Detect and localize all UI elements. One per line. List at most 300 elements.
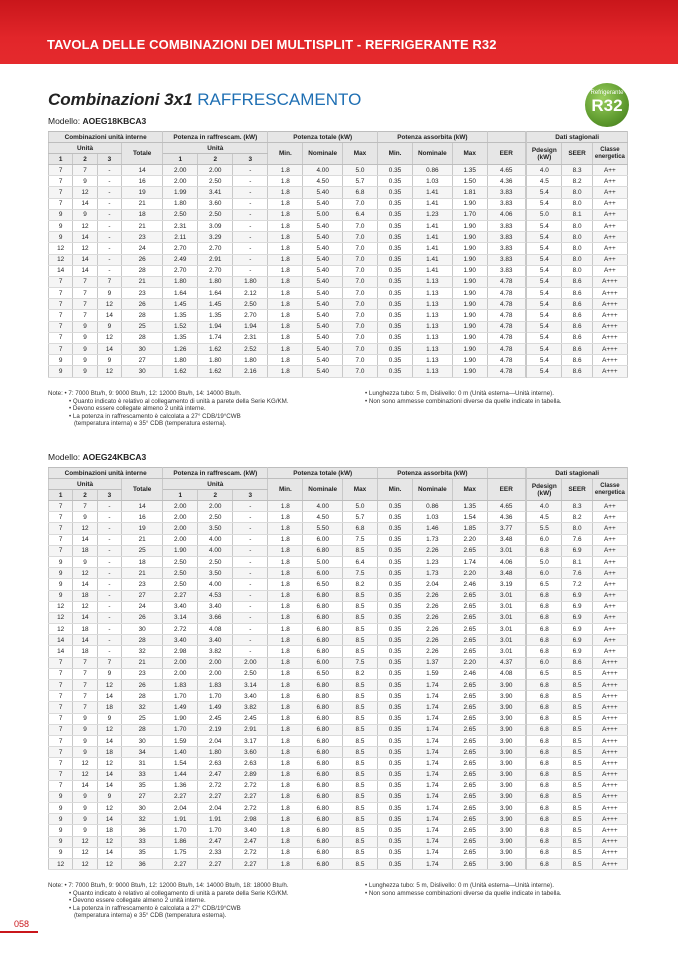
cell-abs-nominal: 2.26: [413, 635, 453, 646]
cell-unit-3: 12: [97, 859, 121, 870]
cell-unit-1: 7: [49, 668, 73, 679]
cell-pdesign: 5.4: [527, 332, 562, 343]
cell-pdesign: 6.8: [527, 758, 562, 769]
header-energy-class: Classe energetica: [592, 143, 627, 165]
cell-seer: 8.5: [562, 724, 592, 735]
cell-abs-min: 0.35: [378, 501, 413, 512]
cell-eer: 3.90: [487, 747, 525, 758]
cell-energy-class: A++: [592, 523, 627, 534]
table-row: [49, 176, 628, 187]
cell-power-2: 3.66: [198, 612, 233, 623]
table-row: [49, 724, 628, 735]
cell-unit-1: 7: [49, 724, 73, 735]
cell-power-2: 4.00: [198, 545, 233, 556]
cell-power-1: 1.36: [163, 780, 198, 791]
cell-total-nominal: 6.80: [303, 635, 343, 646]
cell-abs-nominal: 2.26: [413, 624, 453, 635]
cell-power-3: 2.91: [233, 724, 268, 735]
cell-abs-min: 0.35: [378, 601, 413, 612]
cell-power-2: 2.19: [198, 724, 233, 735]
cell-total: 19: [122, 523, 163, 534]
cell-unit-3: 12: [97, 836, 121, 847]
cell-energy-class: A+++: [592, 332, 627, 343]
cell-unit-3: -: [97, 579, 121, 590]
cell-power-1: 2.72: [163, 624, 198, 635]
cell-eer: 3.48: [487, 568, 525, 579]
cell-abs-nominal: 1.41: [413, 198, 453, 209]
cell-energy-class: A++: [592, 568, 627, 579]
cell-power-2: 2.50: [198, 176, 233, 187]
model-prefix: Modello:: [48, 452, 83, 462]
cell-power-2: 2.47: [198, 836, 233, 847]
cell-eer: 4.78: [487, 321, 525, 332]
cell-power-3: 2.72: [233, 847, 268, 858]
cell-power-3: 1.80: [233, 355, 268, 366]
cell-total-max: 7.5: [342, 657, 377, 668]
cell-total-nominal: 5.40: [303, 355, 343, 366]
cell-total: 35: [122, 847, 163, 858]
cell-unit-2: 12: [73, 859, 97, 870]
cell-total-max: 7.0: [342, 366, 377, 377]
cell-power-1: 1.80: [163, 198, 198, 209]
cell-total-max: 7.0: [342, 288, 377, 299]
cell-total-nominal: 4.50: [303, 176, 343, 187]
cell-power-2: 2.04: [198, 803, 233, 814]
cell-total: 23: [122, 232, 163, 243]
note-line: (temperatura interna) e 35° CDB (temperatura esterna).: [74, 420, 227, 428]
cell-seer: 8.0: [562, 198, 592, 209]
header-power-3: 3: [233, 490, 268, 501]
cell-abs-nominal: 1.13: [413, 332, 453, 343]
cell-total-max: 8.5: [342, 612, 377, 623]
cell-unit-1: 9: [49, 590, 73, 601]
cell-abs-max: 2.65: [452, 601, 487, 612]
cell-unit-1: 7: [49, 534, 73, 545]
cell-seer: 7.2: [562, 579, 592, 590]
cell-total-min: 1.8: [268, 601, 303, 612]
cell-seer: 8.5: [562, 735, 592, 746]
cell-seer: 6.9: [562, 601, 592, 612]
cell-seer: 8.5: [562, 803, 592, 814]
cell-total-nominal: 6.80: [303, 545, 343, 556]
table-row: [49, 523, 628, 534]
cell-power-1: 1.54: [163, 758, 198, 769]
cell-abs-max: 1.90: [452, 276, 487, 287]
cell-abs-min: 0.35: [378, 747, 413, 758]
cell-unit-2: 14: [73, 780, 97, 791]
cell-energy-class: A++: [592, 232, 627, 243]
cell-power-2: 3.40: [198, 601, 233, 612]
cell-abs-max: 1.90: [452, 232, 487, 243]
cell-total-nominal: 6.80: [303, 780, 343, 791]
cell-total-nominal: 6.50: [303, 668, 343, 679]
cell-seer: 8.2: [562, 176, 592, 187]
note-line: Note: • 7: 7000 Btu/h, 9: 9000 Btu/h, 12: 12000 Btu/h, 14: 14000 Btu/h.: [48, 390, 242, 397]
cell-unit-2: 9: [73, 803, 97, 814]
cell-power-2: 2.91: [198, 254, 233, 265]
header-unit-3: 3: [97, 154, 121, 165]
cell-total-max: 8.5: [342, 780, 377, 791]
table-row: [49, 624, 628, 635]
note-line: • Non sono ammesse combinazioni diverse da quelle indicate in tabella.: [365, 397, 562, 405]
cell-unit-3: -: [97, 254, 121, 265]
cell-total-max: 7.0: [342, 355, 377, 366]
cell-pdesign: 6.8: [527, 612, 562, 623]
cell-pdesign: 5.4: [527, 344, 562, 355]
table-row: [49, 198, 628, 209]
cell-unit-1: 7: [49, 321, 73, 332]
cell-seer: 8.6: [562, 310, 592, 321]
cell-power-3: -: [233, 601, 268, 612]
cell-total-min: 1.8: [268, 512, 303, 523]
cell-abs-min: 0.35: [378, 859, 413, 870]
header-energy-class: Classe energetica: [592, 479, 627, 501]
cell-pdesign: 4.0: [527, 165, 562, 176]
cell-power-1: 2.31: [163, 220, 198, 231]
header-unit-3: 3: [97, 490, 121, 501]
cell-total-min: 1.8: [268, 859, 303, 870]
cell-abs-min: 0.35: [378, 691, 413, 702]
cell-unit-3: 12: [97, 803, 121, 814]
cell-eer: 3.83: [487, 187, 525, 198]
header-unita: Unità: [163, 143, 268, 154]
cell-power-1: 2.11: [163, 232, 198, 243]
cell-power-2: 2.00: [198, 165, 233, 176]
cell-unit-3: 14: [97, 310, 121, 321]
header-nominale: Nominale: [413, 143, 453, 165]
badge-caption: Refrigerante: [590, 90, 624, 96]
cell-total-max: 7.0: [342, 254, 377, 265]
cell-pdesign: 5.4: [527, 220, 562, 231]
cell-pdesign: 6.0: [527, 657, 562, 668]
cell-abs-min: 0.35: [378, 724, 413, 735]
cell-abs-nominal: 2.26: [413, 601, 453, 612]
cell-abs-nominal: 1.74: [413, 713, 453, 724]
cell-power-2: 4.53: [198, 590, 233, 601]
cell-power-2: 2.63: [198, 758, 233, 769]
header-power-1: 1: [163, 490, 198, 501]
cell-eer: 4.78: [487, 332, 525, 343]
cell-total: 27: [122, 355, 163, 366]
cell-abs-nominal: 1.41: [413, 232, 453, 243]
table-row: [49, 288, 628, 299]
header-max: Max: [342, 143, 377, 165]
cell-eer: 3.90: [487, 814, 525, 825]
cell-abs-nominal: 1.41: [413, 243, 453, 254]
cell-abs-nominal: 1.41: [413, 265, 453, 276]
cell-total: 27: [122, 791, 163, 802]
cell-pdesign: 5.4: [527, 366, 562, 377]
cell-total-max: 8.5: [342, 859, 377, 870]
cell-pdesign: 6.5: [527, 579, 562, 590]
header-unita: Unità: [49, 143, 122, 154]
cell-power-3: -: [233, 590, 268, 601]
cell-eer: 3.77: [487, 523, 525, 534]
cell-power-1: 2.49: [163, 254, 198, 265]
table-row: [49, 276, 628, 287]
cell-unit-2: 14: [73, 232, 97, 243]
cell-eer: 4.78: [487, 344, 525, 355]
cell-abs-min: 0.35: [378, 713, 413, 724]
cell-power-3: 2.50: [233, 299, 268, 310]
header-nominale: Nominale: [303, 143, 343, 165]
cell-total-min: 1.8: [268, 724, 303, 735]
header-blank: [487, 468, 525, 479]
cell-total-nominal: 6.80: [303, 803, 343, 814]
cell-abs-min: 0.35: [378, 612, 413, 623]
cell-abs-max: 2.65: [452, 735, 487, 746]
cell-unit-2: 12: [73, 836, 97, 847]
cell-power-1: 2.04: [163, 803, 198, 814]
cell-power-3: -: [233, 512, 268, 523]
cell-power-3: -: [233, 198, 268, 209]
cell-energy-class: A++: [592, 534, 627, 545]
cell-total-nominal: 6.80: [303, 680, 343, 691]
cell-total-nominal: 5.40: [303, 332, 343, 343]
cell-abs-nominal: 1.74: [413, 780, 453, 791]
cell-seer: 8.5: [562, 836, 592, 847]
cell-seer: 6.9: [562, 646, 592, 657]
cell-power-1: 1.80: [163, 355, 198, 366]
cell-total-nominal: 6.00: [303, 568, 343, 579]
cell-eer: 4.08: [487, 668, 525, 679]
cell-total: 21: [122, 276, 163, 287]
cell-unit-1: 12: [49, 624, 73, 635]
cell-seer: 6.9: [562, 624, 592, 635]
cell-unit-3: 18: [97, 825, 121, 836]
header-cooling-power: Potenza in raffrescam. (kW): [163, 132, 268, 143]
cell-seer: 7.6: [562, 568, 592, 579]
cell-unit-3: -: [97, 568, 121, 579]
cell-energy-class: A++: [592, 254, 627, 265]
cell-energy-class: A+++: [592, 836, 627, 847]
cell-seer: 6.9: [562, 635, 592, 646]
cell-pdesign: 6.0: [527, 568, 562, 579]
cell-eer: 3.90: [487, 803, 525, 814]
cell-power-3: -: [233, 254, 268, 265]
cell-seer: 8.6: [562, 321, 592, 332]
cell-abs-min: 0.35: [378, 165, 413, 176]
cell-total: 23: [122, 579, 163, 590]
cell-total: 18: [122, 556, 163, 567]
cell-power-2: 1.80: [198, 276, 233, 287]
cell-total-min: 1.8: [268, 198, 303, 209]
cell-unit-1: 7: [49, 299, 73, 310]
cell-abs-min: 0.35: [378, 366, 413, 377]
cell-power-1: 2.50: [163, 579, 198, 590]
cell-unit-2: 12: [73, 601, 97, 612]
cell-total-max: 8.5: [342, 590, 377, 601]
cell-power-3: 2.98: [233, 814, 268, 825]
cell-power-2: 2.50: [198, 512, 233, 523]
cell-pdesign: 6.8: [527, 646, 562, 657]
table-row: [49, 556, 628, 567]
cell-energy-class: A++: [592, 556, 627, 567]
cell-power-1: 1.35: [163, 332, 198, 343]
cell-power-2: 3.60: [198, 198, 233, 209]
cell-abs-min: 0.35: [378, 176, 413, 187]
header-unit-1: 1: [49, 154, 73, 165]
cell-power-2: 1.62: [198, 344, 233, 355]
page-header-title: TAVOLA DELLE COMBINAZIONI DEI MULTISPLIT - REFRIGERANTE R32: [47, 37, 497, 52]
cell-abs-min: 0.35: [378, 668, 413, 679]
cell-power-1: 1.86: [163, 836, 198, 847]
cell-power-2: 3.82: [198, 646, 233, 657]
table-row: [49, 568, 628, 579]
cell-seer: 8.5: [562, 713, 592, 724]
cell-abs-max: 2.65: [452, 859, 487, 870]
cell-eer: 3.48: [487, 534, 525, 545]
table-row: [49, 657, 628, 668]
cell-abs-min: 0.35: [378, 646, 413, 657]
cell-unit-1: 14: [49, 635, 73, 646]
cell-pdesign: 6.8: [527, 735, 562, 746]
cell-unit-2: 7: [73, 702, 97, 713]
cell-power-3: 2.00: [233, 657, 268, 668]
header-power-1: 1: [163, 154, 198, 165]
table-row: [49, 254, 628, 265]
cell-total-nominal: 5.40: [303, 366, 343, 377]
cell-unit-2: 12: [73, 187, 97, 198]
cell-unit-1: 12: [49, 601, 73, 612]
cell-power-1: 1.70: [163, 825, 198, 836]
table-row: [49, 769, 628, 780]
cell-abs-min: 0.35: [378, 568, 413, 579]
cell-abs-nominal: 1.74: [413, 758, 453, 769]
model-code: AOEG18KBCA3: [82, 116, 147, 126]
cell-abs-min: 0.35: [378, 512, 413, 523]
cell-total-nominal: 4.00: [303, 165, 343, 176]
cell-abs-nominal: 1.74: [413, 735, 453, 746]
cell-unit-3: 12: [97, 680, 121, 691]
notes-left-1: [48, 390, 289, 428]
cell-abs-min: 0.35: [378, 814, 413, 825]
cell-energy-class: A++: [592, 176, 627, 187]
cell-seer: 8.2: [562, 512, 592, 523]
cell-eer: 4.78: [487, 366, 525, 377]
cell-unit-1: 7: [49, 523, 73, 534]
cell-eer: 3.90: [487, 791, 525, 802]
cell-unit-2: 9: [73, 825, 97, 836]
cell-total-nominal: 4.50: [303, 512, 343, 523]
cell-abs-max: 2.65: [452, 780, 487, 791]
cell-unit-3: -: [97, 501, 121, 512]
cell-unit-1: 9: [49, 556, 73, 567]
table-row: [49, 232, 628, 243]
cell-unit-1: 7: [49, 758, 73, 769]
cell-power-1: 2.70: [163, 265, 198, 276]
cell-total-min: 1.8: [268, 523, 303, 534]
cell-unit-3: -: [97, 523, 121, 534]
cell-abs-max: 2.65: [452, 814, 487, 825]
cell-unit-3: -: [97, 198, 121, 209]
cell-power-1: 2.27: [163, 791, 198, 802]
header-min: Min.: [268, 479, 303, 501]
cell-eer: 4.06: [487, 556, 525, 567]
cell-seer: 8.5: [562, 814, 592, 825]
cell-seer: 8.5: [562, 859, 592, 870]
cell-unit-1: 7: [49, 691, 73, 702]
header-max: Max: [452, 479, 487, 501]
table-row: [49, 758, 628, 769]
cell-abs-max: 2.46: [452, 668, 487, 679]
cell-abs-nominal: 1.74: [413, 859, 453, 870]
model-label-2: [48, 452, 146, 462]
cell-unit-2: 9: [73, 814, 97, 825]
table-row: [49, 332, 628, 343]
cell-unit-1: 9: [49, 825, 73, 836]
cell-abs-min: 0.35: [378, 254, 413, 265]
table-row: [49, 646, 628, 657]
cell-power-2: 4.08: [198, 624, 233, 635]
cell-abs-nominal: 2.26: [413, 545, 453, 556]
cell-abs-nominal: 1.74: [413, 702, 453, 713]
cell-total-max: 7.0: [342, 299, 377, 310]
cell-abs-max: 2.20: [452, 657, 487, 668]
cell-unit-3: -: [97, 220, 121, 231]
cell-abs-nominal: 1.74: [413, 825, 453, 836]
cell-abs-nominal: 1.73: [413, 568, 453, 579]
cell-abs-max: 2.65: [452, 646, 487, 657]
cell-abs-nominal: 1.74: [413, 769, 453, 780]
cell-eer: 4.78: [487, 299, 525, 310]
note-line: • Lunghezza tubo: 5 m, Dislivello: 0 m (Unità esterna—Unità interne).: [365, 390, 554, 397]
cell-power-2: 2.00: [198, 501, 233, 512]
cell-seer: 8.0: [562, 254, 592, 265]
cell-unit-2: 18: [73, 545, 97, 556]
note-line: • La potenza in raffrescamento è calcolata a 27° CDB/19°CWB: [69, 904, 241, 912]
cell-power-2: 1.35: [198, 310, 233, 321]
table-row: [49, 803, 628, 814]
cell-total: 27: [122, 590, 163, 601]
cell-total-min: 1.8: [268, 702, 303, 713]
cell-power-2: 1.70: [198, 691, 233, 702]
header-absorbed-power: Potenza assorbita (kW): [378, 132, 488, 143]
cell-power-1: 2.00: [163, 657, 198, 668]
cell-total: 34: [122, 747, 163, 758]
cell-power-1: 2.00: [163, 534, 198, 545]
cell-power-1: 1.99: [163, 187, 198, 198]
cell-total-min: 1.8: [268, 243, 303, 254]
cell-total-nominal: 5.40: [303, 265, 343, 276]
table-row: [49, 512, 628, 523]
cell-power-3: 2.63: [233, 758, 268, 769]
page-number: [0, 919, 38, 931]
cell-eer: 3.90: [487, 825, 525, 836]
cell-total-min: 1.8: [268, 310, 303, 321]
cell-energy-class: A+++: [592, 814, 627, 825]
cell-unit-3: 12: [97, 758, 121, 769]
cell-unit-2: 7: [73, 680, 97, 691]
cell-abs-max: 1.90: [452, 254, 487, 265]
cell-power-2: 3.50: [198, 523, 233, 534]
cell-total-min: 1.8: [268, 836, 303, 847]
cell-unit-3: 9: [97, 321, 121, 332]
cell-eer: 3.90: [487, 735, 525, 746]
cell-abs-max: 2.65: [452, 612, 487, 623]
cell-total-min: 1.8: [268, 299, 303, 310]
cell-power-1: 2.00: [163, 501, 198, 512]
cell-pdesign: 6.0: [527, 534, 562, 545]
cell-energy-class: A++: [592, 646, 627, 657]
cell-energy-class: A++: [592, 635, 627, 646]
cell-power-2: 2.27: [198, 859, 233, 870]
cell-unit-1: 7: [49, 187, 73, 198]
cell-total-nominal: 5.40: [303, 243, 343, 254]
cell-pdesign: 6.8: [527, 624, 562, 635]
cell-power-1: 2.98: [163, 646, 198, 657]
cell-power-2: 1.64: [198, 288, 233, 299]
